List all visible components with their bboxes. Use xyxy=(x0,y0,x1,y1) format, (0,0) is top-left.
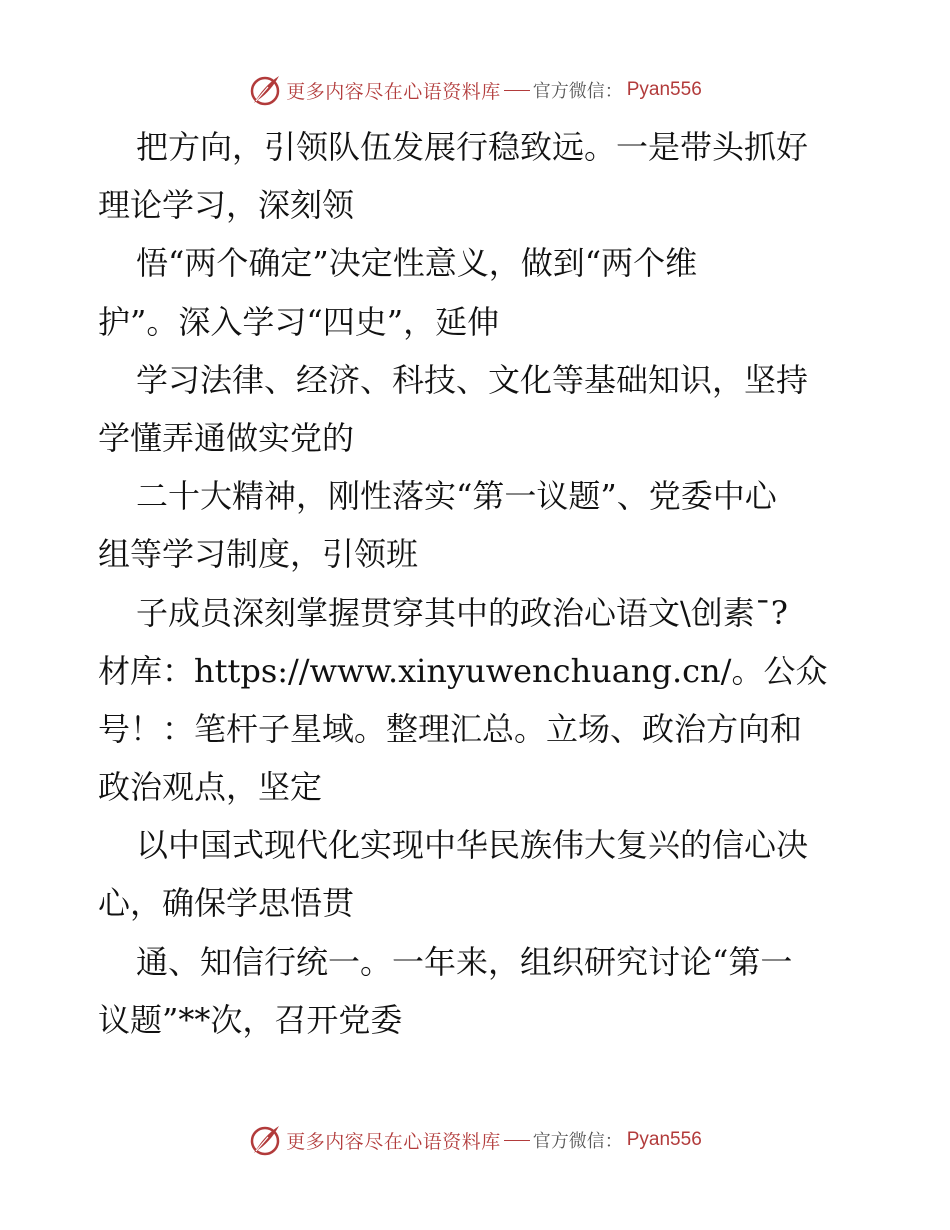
body-line: 组等学习制度，引领班 xyxy=(98,535,419,574)
body-line: 学懂弄通做实党的 xyxy=(98,418,355,457)
body-line: 号！：笔杆子星域。整理汇总。立场、政治方向和 xyxy=(98,709,803,748)
footer-wechat-id: Pyan556 xyxy=(626,1129,702,1150)
document-body xyxy=(98,118,868,1049)
header-wechat-label: 官方微信： xyxy=(532,81,623,102)
footer-banner-text: 更多内容尽在心语资料库 xyxy=(286,1130,501,1153)
body-line: 通、知信行统一。一年来，组织研究讨论“第一 xyxy=(136,942,793,981)
body-line: 学习法律、经济、科技、文化等基础知识，坚持 xyxy=(136,360,809,399)
body-line: 理论学习，深刻领 xyxy=(98,186,355,225)
quill-logo-icon xyxy=(248,1123,282,1157)
quill-logo-icon xyxy=(248,73,282,107)
body-line: 悟“两个确定”决定性意义，做到“两个维 xyxy=(136,244,698,283)
header-banner-text: 更多内容尽在心语资料库 xyxy=(286,80,501,103)
footer-wechat-label: 官方微信： xyxy=(532,1131,623,1152)
header-banner xyxy=(0,70,950,110)
body-line: 护”。深入学习“四史”，延伸 xyxy=(98,302,500,341)
footer-banner-dash xyxy=(504,1140,530,1141)
body-line: 政治观点，坚定 xyxy=(98,768,323,807)
footer-banner xyxy=(0,1120,950,1160)
body-line: 心，确保学思悟贯 xyxy=(98,884,355,923)
body-line: 二十大精神，刚性落实“第一议题”、党委中心 xyxy=(136,477,777,516)
header-wechat-id: Pyan556 xyxy=(626,79,702,100)
body-line: 以中国式现代化实现中华民族伟大复兴的信心决 xyxy=(136,826,809,865)
body-line: 材库：https://www.xinyuwenchuang.cn/。公众 xyxy=(98,651,828,690)
body-line: 子成员深刻掌握贯穿其中的政治心语文\创素¯? xyxy=(136,593,788,632)
body-line: 把方向，引领队伍发展行稳致远。一是带头抓好 xyxy=(136,128,809,166)
header-banner-dash xyxy=(504,90,530,91)
body-line: 议题”**次，召开党委 xyxy=(98,1000,403,1039)
